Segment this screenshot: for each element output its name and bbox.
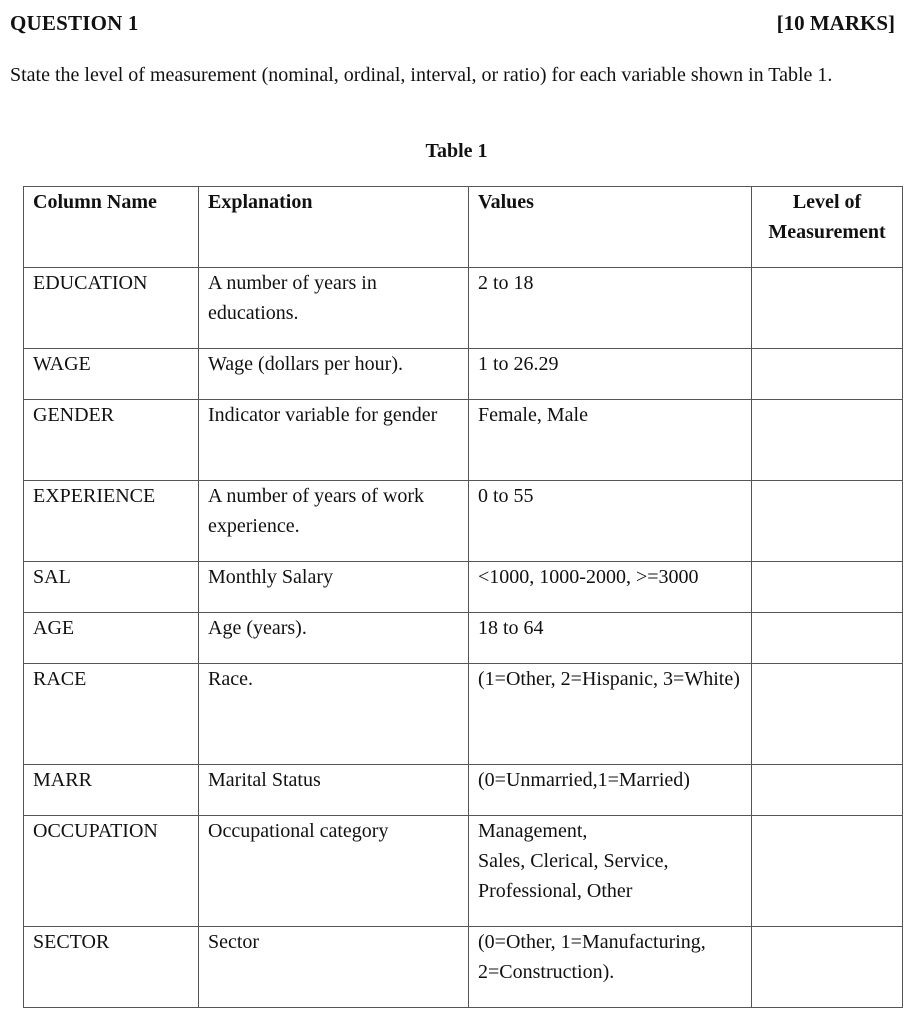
row-explanation: Wage (dollars per hour). [199, 349, 469, 400]
question-title: QUESTION 1 [10, 11, 139, 35]
row-explanation: Occupational category [199, 816, 469, 927]
header-values: Values [469, 187, 752, 268]
row-explanation: Race. [199, 664, 469, 765]
row-values: (0=Other, 1=Manufacturing, 2=Construction). [469, 927, 752, 1008]
table-caption: Table 1 [425, 140, 488, 162]
marks-label: [10 MARKS] [776, 11, 895, 35]
row-name: SECTOR [24, 927, 199, 1008]
row-level-input[interactable] [752, 349, 903, 400]
header-level-of-measurement [752, 187, 903, 268]
header-explanation: Explanation [199, 187, 469, 268]
row-values: <1000, 1000-2000, >=3000 [469, 562, 752, 613]
table-row [24, 664, 903, 765]
row-name: MARR [24, 765, 199, 816]
row-explanation: A number of years of work experience. [199, 481, 469, 562]
values-line: Sales, Clerical, Service, [478, 850, 669, 872]
row-level-input[interactable] [752, 268, 903, 349]
row-values: 0 to 55 [469, 481, 752, 562]
row-name: EXPERIENCE [24, 481, 199, 562]
values-line: Management, [478, 820, 588, 842]
table-row [24, 927, 903, 1008]
row-values: 18 to 64 [469, 613, 752, 664]
table-row [24, 481, 903, 562]
row-level-input[interactable] [752, 765, 903, 816]
row-explanation: A number of years in educations. [199, 268, 469, 349]
header-column-name: Column Name [24, 187, 199, 268]
row-level-input[interactable] [752, 613, 903, 664]
row-level-input[interactable] [752, 481, 903, 562]
row-level-input[interactable] [752, 927, 903, 1008]
table-row [24, 562, 903, 613]
row-level-input[interactable] [752, 400, 903, 481]
table-row [24, 349, 903, 400]
header-level-line1: Level of [792, 191, 862, 213]
instruction-text: State the level of measurement (nominal, ordinal, interval, or ratio) for each variable shown in Table 1. [10, 64, 833, 86]
row-name: EDUCATION [24, 268, 199, 349]
row-values: 1 to 26.29 [469, 349, 752, 400]
row-level-input[interactable] [752, 664, 903, 765]
row-name: OCCUPATION [24, 816, 199, 927]
row-values: 2 to 18 [469, 268, 752, 349]
table-row [24, 765, 903, 816]
table-row [24, 613, 903, 664]
row-values: (1=Other, 2=Hispanic, 3=White) [469, 664, 752, 765]
row-name: SAL [24, 562, 199, 613]
row-explanation: Sector [199, 927, 469, 1008]
table-row [24, 816, 903, 927]
row-values [469, 816, 752, 927]
row-name: AGE [24, 613, 199, 664]
table-header-row [24, 187, 903, 268]
row-name: GENDER [24, 400, 199, 481]
row-name: RACE [24, 664, 199, 765]
row-explanation: Marital Status [199, 765, 469, 816]
header-level-line2: Measurement [768, 221, 886, 243]
row-name: WAGE [24, 349, 199, 400]
row-explanation: Monthly Salary [199, 562, 469, 613]
row-values: Female, Male [469, 400, 752, 481]
values-line: Professional, Other [478, 880, 633, 902]
table-row [24, 400, 903, 481]
table-row [24, 268, 903, 349]
row-explanation: Age (years). [199, 613, 469, 664]
row-level-input[interactable] [752, 816, 903, 927]
measurement-table [23, 186, 903, 1008]
row-level-input[interactable] [752, 562, 903, 613]
row-values: (0=Unmarried,1=Married) [469, 765, 752, 816]
row-explanation: Indicator variable for gender [199, 400, 469, 481]
